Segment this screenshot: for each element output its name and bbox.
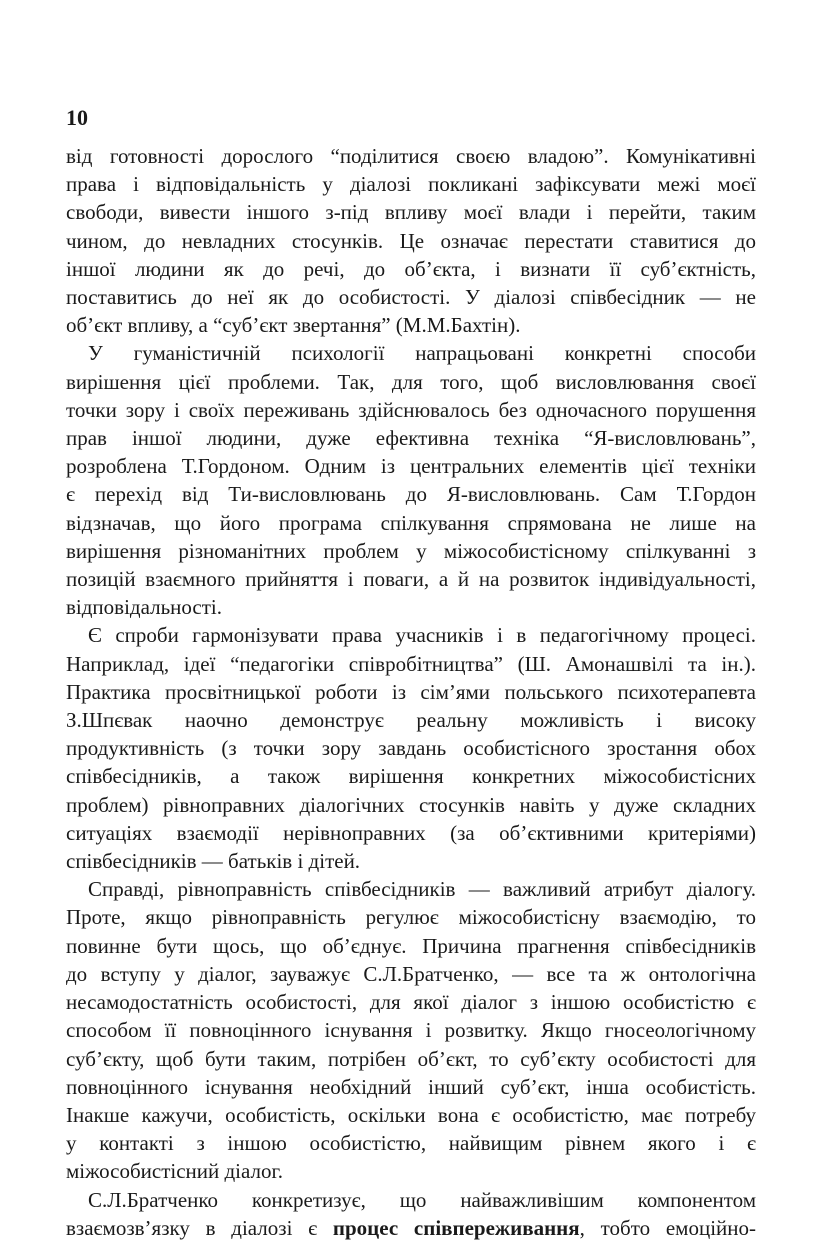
text-line: поставитись до неї як до особистості. У діалозі співбесідник — не	[66, 285, 756, 310]
text-fragment: , тобто емоційно-	[579, 1215, 757, 1240]
text-line: чином, до невладних стосунків. Це означає перестати ставитися до	[66, 228, 756, 253]
text-line-with-bold	[66, 1214, 756, 1242]
text-line: від готовності дорослого “поділитися своєю владою”. Комунікативні	[66, 144, 756, 168]
text-line: ситуаціях взаємодії нерівноправних (за об’єктивними критеріями)	[66, 820, 756, 845]
text-line: у контакті з іншою особистістю, найвищим рівнем якого і є	[66, 1131, 756, 1156]
text-line: відповідальності.	[66, 595, 223, 620]
text-line: свободи, вивести іншого з-під впливу моєї влади і перейти, таким	[66, 200, 756, 225]
paragraph-start-line: Є спроби гармонізувати права учасників і в педагогічному процесі.	[88, 623, 756, 648]
body-text	[66, 142, 756, 1242]
text-line: несамодостатність особистості, для якої діалог з іншою особистістю є	[66, 990, 756, 1015]
text-line: є перехід від Ти-висловлювань до Я-висловлювань. Сам Т.Гордон	[66, 482, 756, 507]
text-line: Наприклад, ідеї “педагогіки співробітництва” (Ш. Амонашвілі та ін.).	[66, 651, 756, 676]
text-line: іншої людини як до речі, до об’єкта, і визнати її суб’єктність,	[66, 256, 756, 281]
text-line: співбесідників, а також вирішення конкретних міжособистісних	[66, 764, 756, 789]
text-line: об’єкт впливу, а “суб’єкт звертання” (М.М.Бахтін).	[66, 313, 521, 338]
text-line: Практика просвітницької роботи із сім’ями польського психотерапевта	[66, 679, 756, 704]
bold-term: процес співпереживання	[332, 1215, 580, 1240]
text-fragment: взаємозв’язку в діалозі є	[66, 1215, 333, 1240]
text-line: вирішення різноманітних проблем у міжособистісному спілкуванні з	[66, 538, 756, 563]
text-line: розроблена Т.Гордоном. Одним із центральних елементів цієї техніки	[66, 454, 756, 479]
text-line: точки зору і своїх переживань здійснювалось без одночасного порушення	[66, 397, 756, 422]
text-line: до вступу у діалог, зауважує С.Л.Братченко, — все та ж онтологічна	[66, 961, 756, 986]
text-line: Інакше кажучи, особистість, оскільки вона є особистістю, має потребу	[66, 1102, 756, 1127]
text-line: повноцінного існування необхідний інший суб’єкт, інша особистість.	[66, 1074, 756, 1099]
text-line: вирішення цієї проблеми. Так, для того, щоб висловлювання своєї	[66, 369, 756, 394]
text-line: прав іншої людини, дуже ефективна техніка “Я-висловлювань”,	[66, 426, 756, 451]
paragraph-start-line: С.Л.Братченко конкретизує, що найважливішим компонентом	[88, 1187, 756, 1212]
text-line: продуктивність (з точки зору завдань особистісного зростання обох	[66, 736, 756, 761]
paragraph-start-line: Справді, рівноправність співбесідників — важливий атрибут діалогу.	[88, 877, 756, 902]
text-line: З.Шпєвак наочно демонструє реальну можливість і високу	[66, 708, 756, 733]
text-line: співбесідників — батьків і дітей.	[66, 849, 361, 874]
paragraph-start-line: У гуманістичній психології напрацьовані конкретні способи	[88, 341, 756, 366]
text-line: повинне бути щось, що об’єднує. Причина прагнення співбесідників	[66, 933, 756, 958]
text-line: Проте, якщо рівноправність регулює міжособистісну взаємодію, то	[66, 905, 756, 930]
text-line: міжособистісний діалог.	[66, 1159, 283, 1184]
text-line: способом її повноцінного існування і розвитку. Якщо гносеологічному	[66, 1018, 756, 1043]
text-line: проблем) рівноправних діалогічних стосунків навіть у дуже складних	[66, 792, 756, 817]
text-line: права і відповідальність у діалозі покликані зафіксувати межі моєї	[66, 172, 756, 197]
page-number: 10	[66, 105, 88, 130]
text-line: суб’єкту, щоб бути таким, потрібен об’єкт, то суб’єкту особистості для	[66, 1046, 756, 1071]
text-line: позицій взаємного прийняття і поваги, а й на розвиток індивідуальності,	[66, 567, 756, 592]
text-line: відзначав, що його програма спілкування спрямована не лише на	[66, 510, 756, 535]
